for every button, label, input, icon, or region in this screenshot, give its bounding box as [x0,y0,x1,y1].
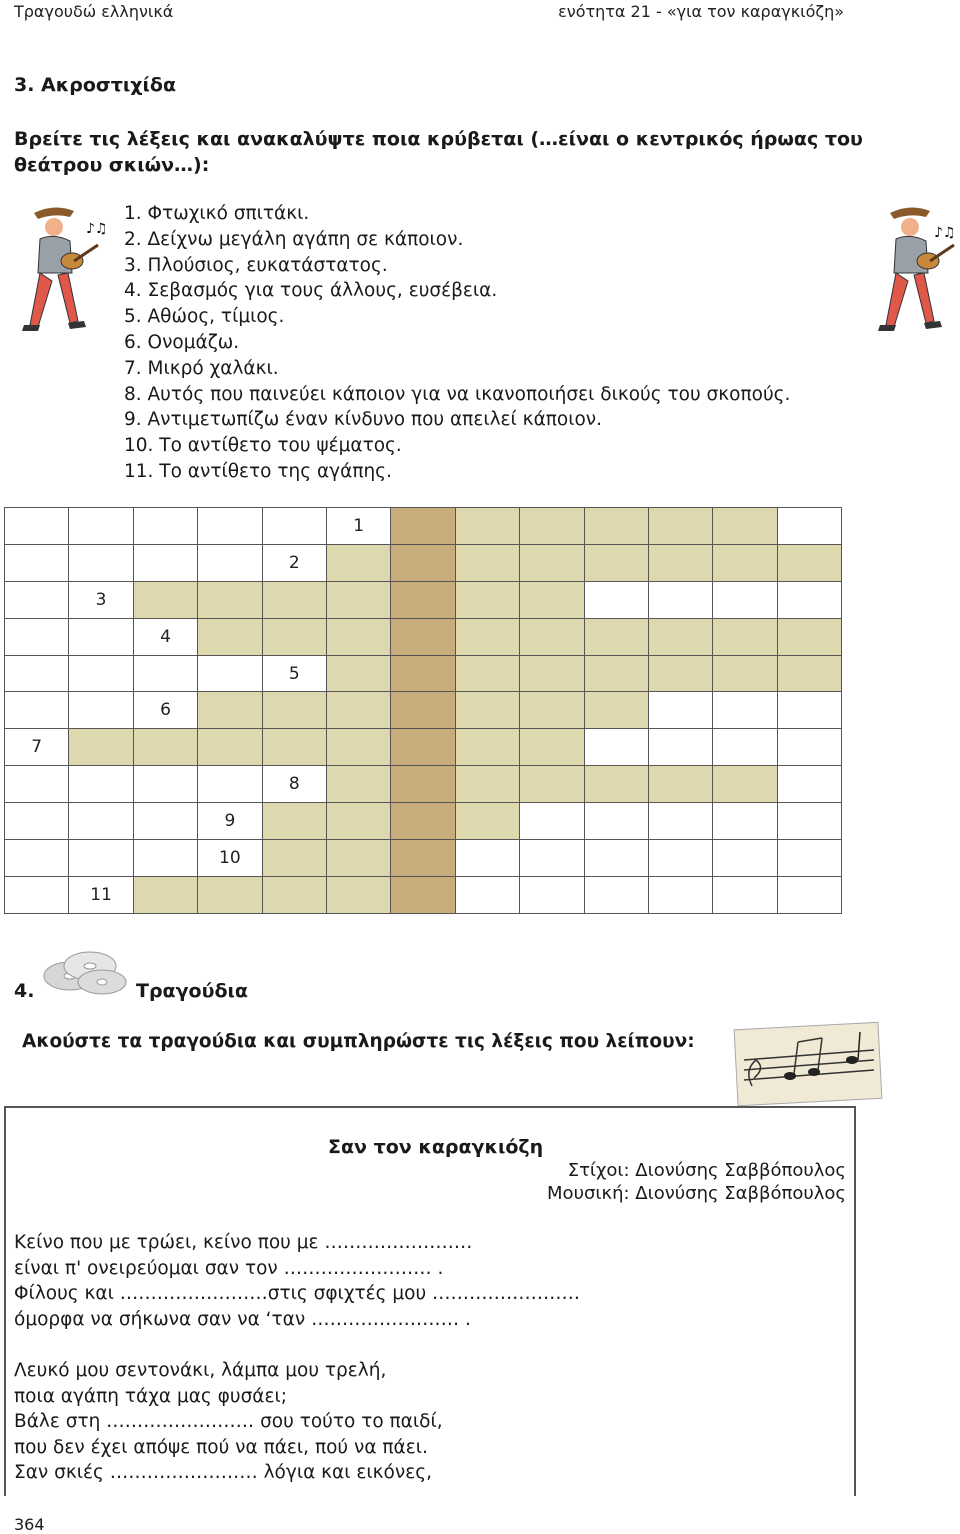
answer-cell [133,729,197,766]
answer-cell [648,766,712,803]
acrostic-grid [4,507,842,914]
grid-row [5,618,842,655]
answer-cell [455,508,519,545]
lyric-line: ποια αγάπη τάχα μας φυσάει; [14,1385,287,1407]
empty-cell [713,581,777,618]
header-left: Τραγουδώ ελληνικά [14,2,174,21]
answer-cell [713,766,777,803]
empty-cell [5,655,69,692]
svg-text:♪♫: ♪♫ [86,221,108,237]
empty-cell [648,803,712,840]
grid-row [5,729,842,766]
lyrics-credit: Στίχοι: Διονύσης Σαββόπουλος [567,1160,846,1181]
answer-cell [455,544,519,581]
grid-row [5,581,842,618]
answer-cell [262,876,326,913]
header-right: ενότητα 21 - «για τον καραγκιόζη» [558,2,844,21]
key-cell [391,544,455,581]
lyric-line: Λευκό μου σεντονάκι, λάμπα μου τρελή, [14,1360,387,1381]
answer-cell [584,766,648,803]
key-cell [391,655,455,692]
empty-cell [584,729,648,766]
key-cell [391,729,455,766]
grid-row [5,803,842,840]
answer-cell [455,766,519,803]
answer-cell [198,729,262,766]
row-number-label: 3 [69,581,133,618]
answer-cell [584,655,648,692]
empty-cell [777,803,841,840]
answer-cell [326,618,390,655]
grid-row [5,840,842,877]
music-credit: Μουσική: Διονύσης Σαββόπουλος [547,1183,846,1204]
answer-cell [777,618,841,655]
row-number-label: 2 [262,544,326,581]
answer-cell [455,655,519,692]
empty-cell [5,803,69,840]
music-notes-icon [734,1020,884,1106]
song-title: Σαν τον καραγκιόζη [328,1136,544,1158]
answer-cell [198,876,262,913]
answer-cell [198,692,262,729]
empty-cell [777,692,841,729]
answer-cell [648,508,712,545]
answer-cell [326,840,390,877]
answer-cell [69,729,133,766]
lyric-line: που δεν έχει απόψε πού να πάει, πού να πάει. [14,1436,428,1458]
answer-cell [648,655,712,692]
lyric-line: όμορφα να σήκωνα σαν να ‘ταν …………………… . [14,1308,471,1330]
empty-cell [648,692,712,729]
lyric-line: Σαν σκιές …………………… λόγια και εικόνες, [14,1462,432,1483]
answer-cell [326,766,390,803]
answer-cell [198,581,262,618]
answer-cell [713,655,777,692]
grid-row [5,655,842,692]
answer-cell [262,840,326,877]
answer-cell [326,803,390,840]
empty-cell [133,766,197,803]
answer-cell [198,618,262,655]
answer-cell [326,692,390,729]
guitar-player-icon [870,203,960,335]
empty-cell [713,692,777,729]
answer-cell [262,729,326,766]
key-cell [391,618,455,655]
clue-item: 4. Σεβασμός για τους άλλους, ευσέβεια. [124,280,498,302]
answer-cell [584,618,648,655]
clue-item: 5. Αθώος, τίμιος. [124,306,285,328]
clue-item: 3. Πλούσιος, ευκατάστατος. [124,254,388,276]
row-number-label: 11 [69,876,133,913]
answer-cell [520,692,584,729]
empty-cell [777,581,841,618]
empty-cell [584,581,648,618]
empty-cell [133,803,197,840]
empty-cell [5,618,69,655]
lyric-line: Φίλους και ……………………στις σφιχτές μου …………………… [14,1283,581,1304]
key-cell [391,840,455,877]
empty-cell [198,655,262,692]
empty-cell [777,729,841,766]
lyric-line: Βάλε στη …………………… σου τούτο το παιδί, [14,1411,443,1432]
empty-cell [69,803,133,840]
clue-item: 1. Φτωχικό σπιτάκι. [124,203,310,224]
answer-cell [520,655,584,692]
empty-cell [584,840,648,877]
answer-cell [520,581,584,618]
empty-cell [520,840,584,877]
empty-cell [5,840,69,877]
empty-cell [648,840,712,877]
answer-cell [520,508,584,545]
empty-cell [584,876,648,913]
clue-item: 9. Αντιμετωπίζω έναν κίνδυνο που απειλεί κάποιον. [124,409,603,431]
stanza-2 [14,1358,443,1486]
answer-cell [262,581,326,618]
grid-row [5,692,842,729]
answer-cell [262,692,326,729]
answer-cell [520,544,584,581]
answer-cell [455,803,519,840]
empty-cell [198,766,262,803]
answer-cell [455,692,519,729]
empty-cell [5,581,69,618]
empty-cell [713,803,777,840]
section4-number: 4. [14,980,35,1002]
empty-cell [133,655,197,692]
empty-cell [455,876,519,913]
empty-cell [69,508,133,545]
empty-cell [777,508,841,545]
empty-cell [520,803,584,840]
answer-cell [713,618,777,655]
empty-cell [777,766,841,803]
empty-cell [69,618,133,655]
answer-cell [326,655,390,692]
answer-cell [262,618,326,655]
empty-cell [69,766,133,803]
grid-row [5,508,842,545]
empty-cell [777,876,841,913]
lyric-line: Κείνο που με τρώει, κείνο που με …………………… [14,1232,473,1253]
section3-title: 3. Ακροστιχίδα [14,74,177,96]
guitar-player-icon [14,203,108,335]
row-number-label: 7 [5,729,69,766]
empty-cell [198,544,262,581]
section4-instruction: Ακούστε τα τραγούδια και συμπληρώστε τις λέξεις που λείπουν: [22,1031,695,1052]
empty-cell [5,544,69,581]
empty-cell [5,766,69,803]
empty-cell [520,876,584,913]
empty-cell [5,876,69,913]
empty-cell [5,692,69,729]
key-cell [391,692,455,729]
answer-cell [520,729,584,766]
empty-cell [584,803,648,840]
empty-cell [133,544,197,581]
row-number-label: 10 [198,840,262,877]
empty-cell [648,729,712,766]
row-number-label: 9 [198,803,262,840]
row-number-label: 6 [133,692,197,729]
clue-item: 7. Μικρό χαλάκι. [124,357,279,379]
answer-cell [326,729,390,766]
key-cell [391,803,455,840]
key-cell [391,876,455,913]
key-cell [391,581,455,618]
empty-cell [777,840,841,877]
answer-cell [326,876,390,913]
answer-cell [520,766,584,803]
answer-cell [713,544,777,581]
answer-cell [584,692,648,729]
svg-text:♪♫: ♪♫ [934,225,956,241]
answer-cell [584,544,648,581]
key-cell [391,508,455,545]
answer-cell [777,655,841,692]
row-number-label: 8 [262,766,326,803]
empty-cell [69,840,133,877]
answer-cell [326,581,390,618]
clue-item: 10. Το αντίθετο του ψέματος. [124,435,402,457]
section4-title: Τραγούδια [136,980,248,1002]
empty-cell [648,876,712,913]
empty-cell [455,840,519,877]
cd-icon [40,946,130,1000]
empty-cell [69,544,133,581]
answer-cell [455,729,519,766]
answer-cell [713,508,777,545]
section3-instruction: Βρείτε τις λέξεις και ανακαλύψτε ποια κρύβεται (…είναι ο κεντρικός ήρωας του θεάτρου σκιών…): [14,128,863,176]
empty-cell [713,840,777,877]
answer-cell [455,618,519,655]
clue-item: 11. Το αντίθετο της αγάπης. [124,460,392,482]
stanza-1 [14,1230,580,1332]
lyric-line: είναι π' ονειρεύομαι σαν τον …………………… . [14,1257,444,1279]
answer-cell [133,876,197,913]
answer-cell [262,803,326,840]
grid-row [5,766,842,803]
answer-cell [648,618,712,655]
answer-cell [648,544,712,581]
empty-cell [133,508,197,545]
row-number-label: 4 [133,618,197,655]
empty-cell [262,508,326,545]
empty-cell [713,876,777,913]
empty-cell [5,508,69,545]
key-cell [391,766,455,803]
row-number-label: 1 [326,508,390,545]
answer-cell [777,544,841,581]
answer-cell [326,544,390,581]
empty-cell [69,655,133,692]
empty-cell [713,729,777,766]
clue-item: 8. Αυτός που παινεύει κάποιον για να ικανοποιήσει δικούς του σκοπούς. [124,383,791,405]
clue-list [124,201,790,485]
answer-cell [520,618,584,655]
empty-cell [648,581,712,618]
empty-cell [69,692,133,729]
answer-cell [455,581,519,618]
clue-item: 6. Ονομάζω. [124,331,240,353]
answer-cell [133,581,197,618]
clue-item: 2. Δείχνω μεγάλη αγάπη σε κάποιον. [124,228,464,250]
answer-cell [584,508,648,545]
grid-row [5,876,842,913]
empty-cell [198,508,262,545]
grid-row [5,544,842,581]
empty-cell [133,840,197,877]
row-number-label: 5 [262,655,326,692]
page-number: 364 [14,1515,45,1534]
